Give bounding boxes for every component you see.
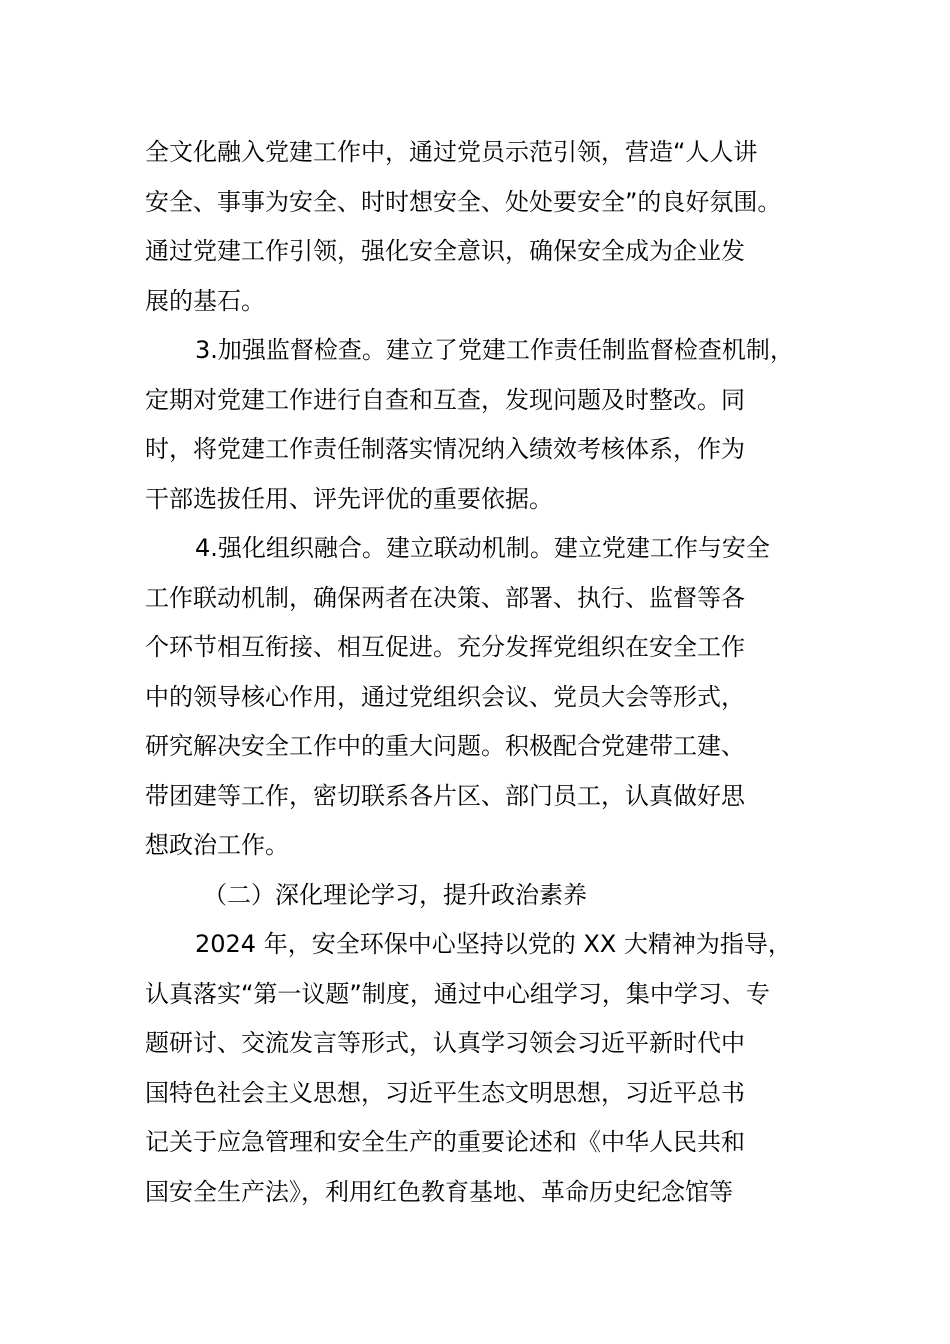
text-line: 想政治工作。 — [145, 831, 289, 859]
text-line: 个环节相互衔接、相互促进。充分发挥党组织在安全工作 — [145, 633, 745, 661]
text-line: 国安全生产法》，利用红色教育基地、革命历史纪念馆等 — [145, 1177, 733, 1206]
text-line: 记关于应急管理和安全生产的重要论述和《中华人民共和 — [145, 1128, 745, 1156]
text-line: 认真落实“第一议题”制度，通过中心组学习，集中学习、专 — [145, 979, 770, 1008]
text-line: 展的基石。 — [145, 286, 265, 315]
text-line: 工作联动机制，确保两者在决策、部署、执行、监督等各 — [145, 583, 745, 612]
text-line: 中的领导核心作用，通过党组织会议、党员大会等形式， — [145, 682, 745, 711]
text-line: 研究解决安全工作中的重大问题。积极配合党建带工建、 — [145, 732, 745, 760]
text-line: 2024 年，安全环保中心坚持以党的 XX 大精神为指导， — [195, 930, 792, 958]
text-line: 时，将党建工作责任制落实情况纳入绩效考核体系，作为 — [145, 435, 745, 463]
text-line: 安全、事事为安全、时时想安全、处处要安全”的良好氛围。 — [145, 187, 782, 216]
document-body — [145, 128, 835, 1217]
text-line: 4.强化组织融合。建立联动机制。建立党建工作与安全 — [195, 534, 770, 562]
text-line: 3.加强监督检查。建立了党建工作责任制监督检查机制， — [195, 336, 794, 364]
text-line: 定期对党建工作进行自查和互查，发现问题及时整改。同 — [145, 385, 745, 414]
text-line: 通过党建工作引领，强化安全意识，确保安全成为企业发 — [145, 237, 745, 265]
text-line: 全文化融入党建工作中，通过党员示范引领，营造“人人讲 — [145, 138, 758, 166]
text-line: 带团建等工作，密切联系各片区、部门员工，认真做好思 — [145, 781, 745, 810]
text-line: 干部选拔任用、评先评优的重要依据。 — [145, 484, 553, 513]
section-heading: （二）深化理论学习，提升政治素养 — [203, 880, 587, 909]
text-line: 题研讨、交流发言等形式，认真学习领会习近平新时代中 — [145, 1029, 745, 1057]
text-line: 国特色社会主义思想，习近平生态文明思想，习近平总书 — [145, 1078, 745, 1107]
